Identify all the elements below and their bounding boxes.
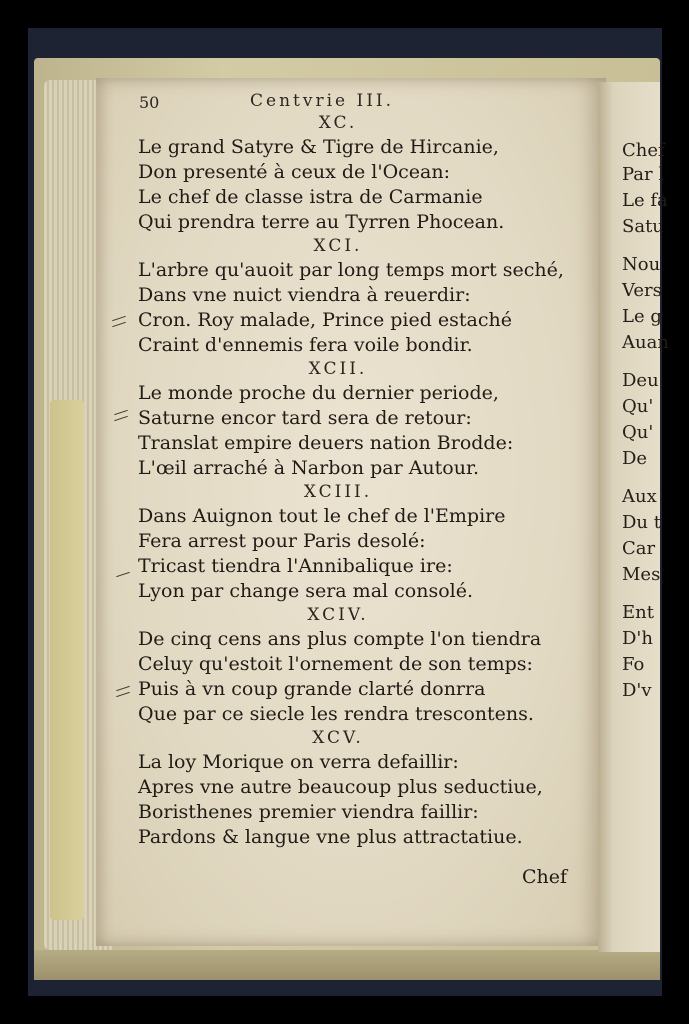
verse-line: Translat empire deuers nation Brodde: [138, 432, 514, 454]
right-page-fragment: Chef [622, 140, 665, 161]
right-page-fragment: Fo [622, 654, 645, 675]
verse-line: Celuy qu'estoit l'ornement de son temps: [138, 653, 533, 675]
right-page-fragment: Aux [622, 486, 657, 507]
verse-line: L'arbre qu'auoit par long temps mort seché, [138, 259, 564, 281]
right-page-fragment: Car [622, 538, 656, 559]
verse-line: Qui prendra terre au Tyrren Phocean. [138, 211, 505, 233]
right-page [598, 82, 669, 952]
cover-bottom-edge [34, 950, 660, 980]
quatrain-list [138, 112, 588, 850]
right-page-fragment: De [622, 448, 648, 469]
right-page-fragment: Ent [622, 602, 654, 623]
quatrain-number: XC. [318, 113, 358, 133]
right-page-fragment: Qu' [622, 396, 654, 417]
verse-line: Dans vne nuict viendra à reuerdir: [138, 284, 471, 306]
right-page-fragment: Nou [622, 254, 661, 275]
verse-line: Le chef de classe istra de Carmanie [138, 186, 483, 208]
verse-line: De cinq cens ans plus compte l'on tiendra [138, 628, 542, 650]
verse-line: Don presenté à ceux de l'Ocean: [138, 161, 451, 183]
flyleaf-edge [50, 400, 84, 920]
verse-line: Puis à vn coup grande clarté donrra [138, 678, 486, 700]
verse-line: Lyon par change sera mal consolé. [138, 580, 474, 602]
verse-line: Dans Auignon tout le chef de l'Empire [138, 505, 506, 527]
verse-line: Saturne encor tard sera de retour: [138, 407, 472, 429]
verse-line: L'œil arraché à Narbon par Autour. [138, 457, 479, 479]
right-page-fragment: Satu [622, 216, 664, 237]
verse-line: Que par ce siecle les rendra trescontens. [138, 703, 534, 725]
running-head: Centvrie III. [250, 91, 395, 111]
verse-line: Apres vne autre beaucoup plus seductiue, [138, 776, 543, 798]
verse-line: Tricast tiendra l'Annibalique ire: [138, 555, 453, 577]
page-number: 50 [139, 93, 160, 112]
right-page-fragment: D'h [622, 628, 653, 649]
right-page-fragment: Vers [622, 280, 662, 301]
right-page-fragment: Qu' [622, 422, 654, 443]
quatrain-number: XCV. [312, 728, 364, 748]
verse-line: La loy Morique on verra defaillir: [138, 751, 459, 773]
right-page-fragment: D'v [622, 680, 652, 701]
verse-line: Pardons & langue vne plus attractatiue. [138, 826, 523, 848]
verse-line: Fera arrest pour Paris desolé: [138, 530, 426, 552]
catchword: Chef [522, 866, 568, 888]
verse-line: Boristhenes premier viendra faillir: [138, 801, 479, 823]
verse-line: Le monde proche du dernier periode, [138, 382, 499, 404]
right-page-fragment: Par l [622, 164, 665, 185]
verse-line: Le grand Satyre & Tigre de Hircanie, [138, 136, 499, 158]
right-page-fragment: Deu [622, 370, 659, 391]
quatrain-number: XCII. [308, 359, 368, 379]
right-page-fragment: Du t [622, 512, 661, 533]
quatrain-number: XCI. [313, 236, 363, 256]
quatrain-number: XCIV. [307, 605, 369, 625]
right-page-fragment: Mes [622, 564, 661, 585]
right-page-fragment: Auan [622, 332, 669, 353]
verse-line: Cron. Roy malade, Prince pied estaché [138, 309, 512, 331]
right-page-fragment: Le g [622, 306, 662, 327]
quatrain-number: XCIII. [303, 482, 373, 502]
right-page-fragment: Le fa [622, 190, 668, 211]
verse-line: Craint d'ennemis fera voile bondir. [138, 334, 473, 356]
